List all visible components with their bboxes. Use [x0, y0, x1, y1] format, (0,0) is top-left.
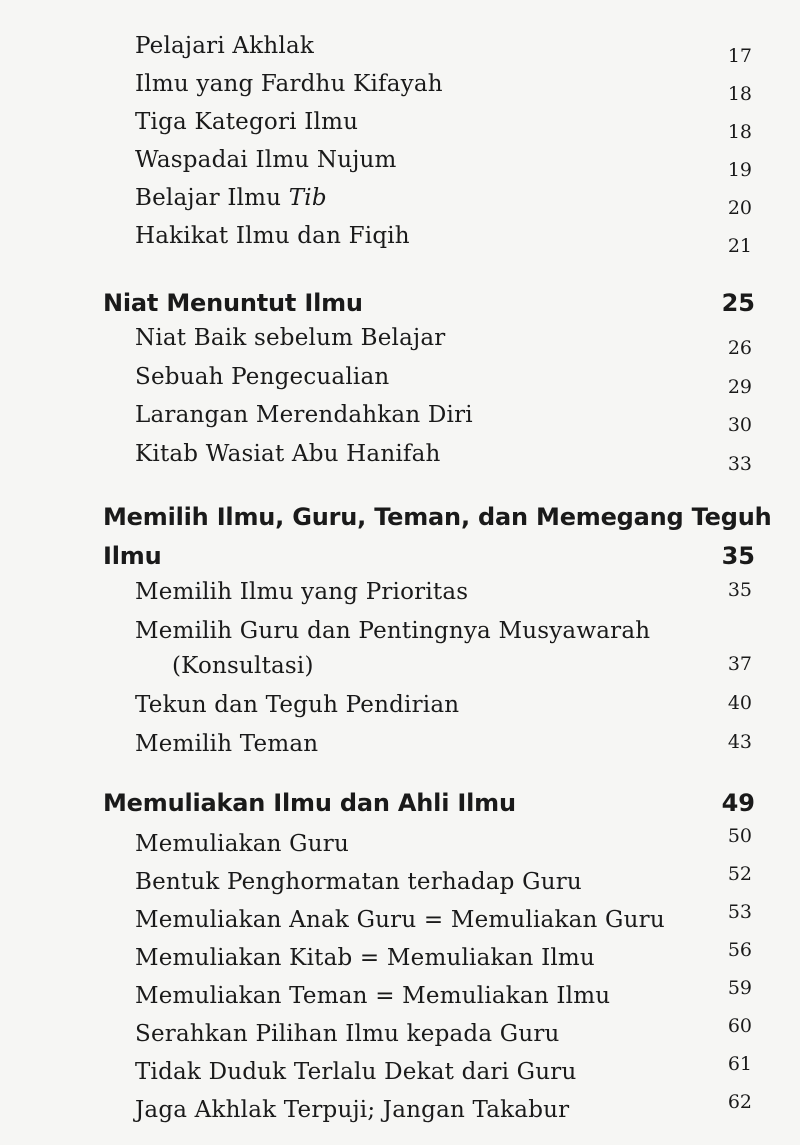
toc-entry: [0, 363, 800, 403]
toc-entry: [0, 730, 800, 770]
entry-title: Tekun dan Teguh Pendirian: [135, 692, 460, 718]
chapter-page-number: 25: [721, 289, 755, 317]
entry-title: Pelajari Akhlak: [135, 33, 314, 59]
entry-page-number: 40: [727, 692, 752, 714]
entry-page-number: 19: [727, 159, 752, 181]
entry-page-number: 30: [727, 414, 752, 436]
toc-entry-continuation: [0, 652, 800, 692]
entry-page-number: 53: [727, 901, 752, 923]
entry-title: Jaga Akhlak Terpuji; Jangan Takabur: [135, 1097, 570, 1123]
entry-title: Bentuk Penghormatan terhadap Guru: [135, 869, 582, 895]
toc-entry: [0, 222, 800, 262]
toc-entry: [0, 901, 800, 946]
entry-page-number: 60: [727, 1015, 752, 1037]
entry-page-number: 52: [727, 863, 752, 885]
entry-title-text: Belajar Ilmu: [135, 185, 289, 211]
chapter-title: Memuliakan Ilmu dan Ahli Ilmu: [103, 789, 516, 817]
toc-entry: [0, 691, 800, 731]
entry-page-number: 37: [727, 653, 752, 675]
chapter-page-number: 35: [721, 542, 755, 570]
entry-page-number: 56: [727, 939, 752, 961]
entry-page-number: 20: [727, 197, 752, 219]
entry-page-number: 21: [727, 235, 752, 257]
entry-title: Ilmu yang Fardhu Kifayah: [135, 71, 443, 97]
toc-entry: [0, 977, 800, 1022]
toc-entry: [0, 32, 800, 72]
entry-title: Tiga Kategori Ilmu: [135, 109, 359, 135]
entry-title: Waspadai Ilmu Nujum: [135, 147, 397, 173]
toc-entry: [0, 1015, 800, 1060]
toc-entry: [0, 863, 800, 908]
entry-title: Memuliakan Kitab = Memuliakan Ilmu: [135, 945, 595, 971]
entry-page-number: 33: [727, 453, 752, 475]
entry-title: [135, 184, 327, 212]
toc-entry: [0, 70, 800, 110]
toc-entry: [0, 578, 800, 618]
chapter-title: Niat Menuntut Ilmu: [103, 289, 363, 317]
entry-page-number: 59: [727, 977, 752, 999]
toc-entry: [0, 1091, 800, 1136]
entry-title: Hakikat Ilmu dan Fiqih: [135, 223, 410, 249]
entry-page-number: 18: [727, 121, 752, 143]
entry-title: Memuliakan Guru: [135, 831, 349, 857]
entry-page-number: 18: [727, 83, 752, 105]
entry-page-number: 50: [727, 825, 752, 847]
entry-title: Larangan Merendahkan Diri: [135, 402, 473, 428]
toc-entry: [0, 108, 800, 148]
entry-title: Serahkan Pilihan Ilmu kepada Guru: [135, 1021, 560, 1047]
entry-title: Memuliakan Anak Guru = Memuliakan Guru: [135, 907, 665, 933]
toc-entry: [0, 939, 800, 984]
entry-title: Kitab Wasiat Abu Hanifah: [135, 441, 441, 467]
chapter-heading: [0, 287, 800, 327]
chapter-page-number: 49: [721, 789, 755, 817]
chapter-heading: [0, 787, 800, 827]
entry-title-line-2: (Konsultasi): [172, 653, 314, 679]
toc-entry: [0, 184, 800, 224]
toc-entry: [0, 146, 800, 186]
toc-entry: [0, 1053, 800, 1098]
entry-page-number: 35: [727, 579, 752, 601]
chapter-title-line-2: Ilmu: [103, 542, 162, 570]
entry-title: Memilih Guru dan Pentingnya Musyawarah: [135, 618, 651, 644]
entry-page-number: 61: [727, 1053, 752, 1075]
entry-page-number: 43: [727, 731, 752, 753]
toc-entry: [0, 825, 800, 870]
toc-entry: [0, 617, 800, 657]
entry-title: Memuliakan Teman = Memuliakan Ilmu: [135, 983, 611, 1009]
toc-entry: [0, 440, 800, 480]
entry-page-number: 62: [727, 1091, 752, 1113]
toc-entry: [0, 324, 800, 364]
entry-page-number: 26: [727, 337, 752, 359]
entry-title: Memilih Ilmu yang Prioritas: [135, 579, 469, 605]
entry-page-number: 29: [727, 376, 752, 398]
entry-title: Sebuah Pengecualian: [135, 364, 390, 390]
chapter-heading: [0, 501, 800, 541]
entry-title: Niat Baik sebelum Belajar: [135, 325, 446, 351]
entry-title: Tidak Duduk Terlalu Dekat dari Guru: [135, 1059, 577, 1085]
toc-entry: [0, 401, 800, 441]
chapter-heading: [0, 540, 800, 580]
entry-page-number: 17: [727, 45, 752, 67]
chapter-title-line-1: Memilih Ilmu, Guru, Teman, dan Memegang Teguh: [103, 503, 772, 531]
entry-title: Memilih Teman: [135, 731, 319, 757]
entry-title-italic: Tib: [288, 185, 327, 211]
